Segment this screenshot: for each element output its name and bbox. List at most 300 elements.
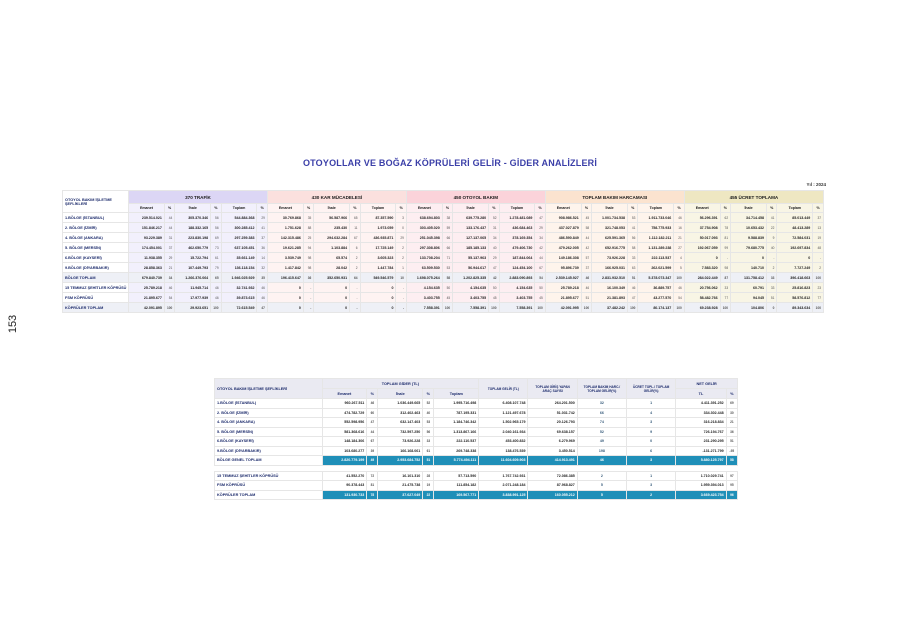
column-header: Emanet bbox=[267, 204, 303, 213]
table-cell: 2 bbox=[577, 471, 626, 481]
table-cell: 46 bbox=[674, 283, 684, 293]
table-cell: 6 bbox=[350, 243, 360, 253]
table-cell: - bbox=[350, 293, 360, 303]
gider-group-header: TOPLAM GİDER (TL) bbox=[322, 379, 479, 389]
column-header: % bbox=[257, 204, 267, 213]
table-cell: 166.925.031 bbox=[592, 263, 628, 273]
column-header: Toplam bbox=[499, 204, 535, 213]
table-cell: 1.131.289.238 bbox=[638, 243, 674, 253]
table-cell: 111.854.182 bbox=[434, 481, 479, 491]
table-cell: 62 bbox=[720, 213, 730, 223]
column-header: Emanet bbox=[684, 204, 720, 213]
table-cell: 166.168.061 bbox=[378, 446, 423, 456]
table-cell: 58 bbox=[628, 243, 638, 253]
table-cell: 52 bbox=[423, 399, 434, 409]
table-cell: 19 bbox=[423, 481, 434, 491]
table-cell: 37 bbox=[581, 263, 591, 273]
column-header: Emanet bbox=[406, 204, 442, 213]
table-cell: 1.313.867.166 bbox=[434, 427, 479, 437]
column-header: İhale bbox=[314, 204, 350, 213]
table-cell: 41 bbox=[766, 213, 776, 223]
table-cell: 192.697.834 bbox=[777, 243, 813, 253]
column-header: İhale bbox=[731, 204, 767, 213]
table-cell: 29 bbox=[257, 213, 267, 223]
table-cell: 222.110.537 bbox=[434, 437, 479, 447]
table-cell: 107.449.793 bbox=[175, 263, 211, 273]
table-row bbox=[63, 213, 824, 223]
table-cell: 174.454.001 bbox=[129, 243, 165, 253]
table-cell: 2 bbox=[350, 263, 360, 273]
table-cell: 25.816.823 bbox=[777, 283, 813, 293]
column-header: İhale bbox=[378, 389, 423, 399]
table-cell: 97 bbox=[726, 471, 737, 481]
column-header: % bbox=[350, 204, 360, 213]
table-cell: 54 bbox=[164, 293, 174, 303]
table-cell: 1.767.742.931 bbox=[479, 471, 528, 481]
table-cell: 37 bbox=[164, 243, 174, 253]
table-cell: 46 bbox=[257, 293, 267, 303]
table-cell: 47 bbox=[257, 303, 267, 313]
table-cell: 40 bbox=[766, 243, 776, 253]
row-label: 9.BÖLGE (DİYARBAKIR) bbox=[215, 446, 323, 456]
row-label: 5. BÖLGE (MERSİN) bbox=[215, 427, 323, 437]
table-cell: 103.680.277 bbox=[322, 446, 367, 456]
table-row bbox=[63, 253, 824, 263]
row-label: FSM KÖPRÜSÜ bbox=[215, 481, 323, 491]
table-cell: 0 bbox=[360, 303, 396, 313]
row-label: 4. BÖLGE (ANKARA) bbox=[215, 418, 323, 428]
table-cell: 46 bbox=[367, 399, 378, 409]
table-cell: 58 bbox=[581, 223, 591, 233]
table-cell: - bbox=[303, 283, 313, 293]
table-cell: 0 bbox=[267, 303, 303, 313]
table-cell: 29 bbox=[535, 223, 545, 233]
table-cell: 95 bbox=[726, 481, 737, 491]
table-cell: 133.176.437 bbox=[453, 223, 489, 233]
table-cell: 69 bbox=[211, 233, 221, 243]
table-cell: 3.838.991.125 bbox=[479, 490, 528, 500]
table-cell: 46 bbox=[211, 283, 221, 293]
table-cell: 1.995.716.498 bbox=[434, 399, 479, 409]
table-cell: 321.748.053 bbox=[592, 223, 628, 233]
table-cell: 40 bbox=[489, 243, 499, 253]
table-cell: 46 bbox=[674, 213, 684, 223]
table-cell: 94 bbox=[303, 243, 313, 253]
table-cell: 5 bbox=[577, 490, 626, 500]
table-cell: 960.267.511 bbox=[322, 399, 367, 409]
table-cell: 198 bbox=[577, 446, 626, 456]
column-header: İhale bbox=[175, 204, 211, 213]
table-cell: 69.638.157 bbox=[528, 427, 577, 437]
table-cell: 16.100.349 bbox=[592, 283, 628, 293]
column-header: % bbox=[535, 204, 545, 213]
table-cell: 73.926.228 bbox=[378, 437, 423, 447]
table-cell: 98 bbox=[720, 263, 730, 273]
table-cell: 3.669.423.754 bbox=[676, 490, 726, 500]
table-row bbox=[215, 446, 738, 456]
table-cell: 22 bbox=[423, 490, 434, 500]
table-cell: 1.973.059 bbox=[360, 223, 396, 233]
table-cell: 45 bbox=[581, 213, 591, 223]
table-cell: 46 bbox=[577, 456, 626, 466]
table-row bbox=[63, 263, 824, 273]
table-cell: 251.045.398 bbox=[406, 233, 442, 243]
table-cell: 37.482.242 bbox=[592, 303, 628, 313]
column-header: TOPLAM GİRİŞ YAPAN ARAÇ SAYISI bbox=[528, 379, 577, 399]
column-header: % bbox=[581, 204, 591, 213]
column-header: % bbox=[423, 389, 434, 399]
table-cell: 87.968.827 bbox=[528, 481, 577, 491]
table-cell: 7.558.391 bbox=[406, 303, 442, 313]
table-cell: 87 bbox=[720, 273, 730, 283]
table-cell: 95.896.739 bbox=[545, 263, 581, 273]
table-cell: 63.509.530 bbox=[406, 263, 442, 273]
table-cell: 39.873.615 bbox=[221, 293, 257, 303]
net-group-header: NET GELİR bbox=[676, 379, 738, 389]
table-cell: 61 bbox=[211, 253, 221, 263]
table-cell: 1.946.025.929 bbox=[221, 273, 257, 283]
table-cell: 297.259.383 bbox=[221, 233, 257, 243]
table-cell: 51 bbox=[766, 293, 776, 303]
table-cell: 13 bbox=[813, 223, 824, 233]
column-header: Toplam bbox=[638, 204, 674, 213]
table-cell: 87.357.590 bbox=[360, 213, 396, 223]
table-cell: 50 bbox=[442, 283, 452, 293]
table-cell: 2 bbox=[396, 253, 406, 263]
table-cell: 100 bbox=[489, 303, 499, 313]
column-header: % bbox=[674, 204, 684, 213]
table-cell: 48 bbox=[813, 243, 824, 253]
table-row bbox=[215, 456, 738, 466]
table-cell: 33 bbox=[628, 253, 638, 263]
table-cell: 34 bbox=[489, 233, 499, 243]
table-cell: 436.935.871 bbox=[360, 233, 396, 243]
row-label: 1.BÖLGE (İSTANBUL) bbox=[215, 399, 323, 409]
table-cell: 37.627.049 bbox=[378, 490, 423, 500]
table-cell: 284.022.449 bbox=[684, 273, 720, 283]
table-cell: 1.112.182.211 bbox=[638, 233, 674, 243]
table-cell: 0 bbox=[360, 283, 396, 293]
table-cell: 21 bbox=[164, 263, 174, 273]
table-cell: 35 bbox=[257, 273, 267, 283]
table-cell: 2 bbox=[350, 253, 360, 263]
table-cell: 35.661.149 bbox=[221, 253, 257, 263]
table-cell: 32 bbox=[257, 263, 267, 273]
table-cell: 100 bbox=[813, 303, 824, 313]
table-cell: 34.714.458 bbox=[731, 213, 767, 223]
table-cell: 41 bbox=[257, 223, 267, 233]
table-cell: 632.147.403 bbox=[378, 418, 423, 428]
table-cell: 25 bbox=[303, 233, 313, 243]
table-cell: 7.727.249 bbox=[777, 263, 813, 273]
table-cell: 56 bbox=[628, 233, 638, 243]
table-cell: 21 bbox=[726, 418, 737, 428]
table-cell: 3.403.755 bbox=[406, 293, 442, 303]
table-cell: 46 bbox=[581, 283, 591, 293]
row-label: 5. BÖLGE (MERSİN) bbox=[63, 243, 129, 253]
table-cell: 63 bbox=[628, 263, 638, 273]
table-cell: 1.001.734.538 bbox=[592, 213, 628, 223]
table-cell: 44 bbox=[535, 253, 545, 263]
table-cell: 36.889.757 bbox=[638, 283, 674, 293]
table-cell: 64 bbox=[350, 273, 360, 283]
table-cell: 3 bbox=[627, 481, 676, 491]
table-cell: 160.055.212 bbox=[528, 490, 577, 500]
table-cell: 90.378.443 bbox=[322, 481, 367, 491]
group-header: 455 ÜCRET TOPLAMA bbox=[684, 191, 823, 204]
table-cell: 378.169.354 bbox=[499, 233, 535, 243]
table-cell: 52 bbox=[577, 427, 626, 437]
table-cell: 10 bbox=[396, 273, 406, 283]
table-cell: 264.201.500 bbox=[528, 399, 577, 409]
table-cell: 0 bbox=[314, 293, 350, 303]
column-header: % bbox=[726, 389, 737, 399]
table-row bbox=[215, 408, 738, 418]
table-cell: 297.308.806 bbox=[406, 243, 442, 253]
table-cell: 192.067.059 bbox=[684, 243, 720, 253]
table-cell: 98 bbox=[303, 263, 313, 273]
table-cell: 1.278.481.089 bbox=[499, 213, 535, 223]
table-cell: 437.027.879 bbox=[545, 223, 581, 233]
table-cell: 45 bbox=[535, 293, 545, 303]
row-label: 6.BÖLGE (KAYSERİ) bbox=[215, 437, 323, 447]
column-header: Toplam bbox=[221, 204, 257, 213]
table-cell: 61 bbox=[423, 446, 434, 456]
table-cell: 1 bbox=[396, 263, 406, 273]
table-cell: 231.290.295 bbox=[676, 437, 726, 447]
table-cell: 334.302.448 bbox=[676, 408, 726, 418]
table-row bbox=[215, 481, 738, 491]
table-cell: 235.430 bbox=[314, 223, 350, 233]
table-cell: - bbox=[303, 303, 313, 313]
table-cell: 89.343.634 bbox=[777, 303, 813, 313]
table-cell: 312.402.463 bbox=[378, 408, 423, 418]
table-cell: 67 bbox=[350, 233, 360, 243]
table-cell: 71 bbox=[442, 253, 452, 263]
table-cell: 49 bbox=[577, 437, 626, 447]
table-cell: 55.137.963 bbox=[453, 253, 489, 263]
table-cell: 1.103.884 bbox=[314, 243, 350, 253]
table-cell: 21.895.677 bbox=[129, 293, 165, 303]
table-cell: 58.576.812 bbox=[777, 293, 813, 303]
table-cell: - bbox=[350, 283, 360, 293]
row-header: OTOYOL BAKIM İŞLETME ŞEFLİKLERİ bbox=[63, 191, 129, 213]
table-cell: 269.748.338 bbox=[434, 446, 479, 456]
table-cell: 185.185.133 bbox=[453, 243, 489, 253]
table-cell: 53 bbox=[423, 418, 434, 428]
table-cell: 29 bbox=[164, 253, 174, 263]
table-cell: 3 bbox=[627, 456, 676, 466]
column-header: % bbox=[813, 204, 824, 213]
column-header: % bbox=[303, 204, 313, 213]
table-cell: 40 bbox=[423, 408, 434, 418]
table-cell: 16 bbox=[674, 223, 684, 233]
table-cell: 28.042 bbox=[314, 263, 350, 273]
table-cell: 0 bbox=[627, 437, 676, 447]
expense-analysis-table bbox=[62, 190, 824, 313]
table-cell: 66 bbox=[442, 243, 452, 253]
table-cell: 1.417.842 bbox=[267, 263, 303, 273]
table-cell: 42.091.895 bbox=[129, 303, 165, 313]
table-cell: 48.413.289 bbox=[777, 223, 813, 233]
table-cell: 81 bbox=[720, 233, 730, 243]
column-header: TL bbox=[676, 389, 726, 399]
column-header: TOPLAM BAKIM HARC./ TOPLAM GELİR(%) bbox=[577, 379, 626, 399]
column-header: % bbox=[367, 389, 378, 399]
table-cell: 169.567.771 bbox=[434, 490, 479, 500]
table-cell: 42 bbox=[581, 243, 591, 253]
table-row bbox=[215, 427, 738, 437]
table-cell: 56.296.391 bbox=[684, 213, 720, 223]
table-cell: 54 bbox=[535, 273, 545, 283]
table-cell: - bbox=[350, 303, 360, 313]
table-cell: 100 bbox=[674, 273, 684, 283]
table-cell: 66 bbox=[577, 408, 626, 418]
table-cell: 549.546.579 bbox=[360, 273, 396, 283]
table-cell: 21.475.738 bbox=[378, 481, 423, 491]
table-cell: 96 bbox=[726, 490, 737, 500]
column-header: Emanet bbox=[322, 389, 367, 399]
table-cell: 47 bbox=[535, 213, 545, 223]
table-cell: 73.926.228 bbox=[592, 253, 628, 263]
table-cell: 65.574 bbox=[314, 253, 350, 263]
table-cell: 6 bbox=[627, 446, 676, 456]
table-cell: 11 bbox=[350, 223, 360, 233]
table-row bbox=[215, 399, 738, 409]
table-cell: 758.775.933 bbox=[638, 223, 674, 233]
table-row bbox=[63, 283, 824, 293]
table-cell: 4 bbox=[627, 408, 676, 418]
table-cell: 29 bbox=[489, 253, 499, 263]
table-cell: 142.315.486 bbox=[267, 233, 303, 243]
table-cell: 679.840.739 bbox=[129, 273, 165, 283]
table-cell: 5 bbox=[577, 481, 626, 491]
table-cell: 124.454.100 bbox=[499, 263, 535, 273]
row-label: 15 TEMMUZ ŞEHİTLER KÖPRÜSÜ bbox=[215, 471, 323, 481]
row-label: 2. BÖLGE (İZMİR) bbox=[215, 408, 323, 418]
table-cell: 100 bbox=[813, 273, 824, 283]
table-cell: 17.725.149 bbox=[360, 243, 396, 253]
table-cell: 11.945.714 bbox=[175, 283, 211, 293]
table-cell: 136.118.154 bbox=[221, 263, 257, 273]
column-header: % bbox=[164, 204, 174, 213]
table-cell: 9 bbox=[627, 427, 676, 437]
table-cell: 72.584.031 bbox=[777, 233, 813, 243]
table-cell: 72 bbox=[367, 471, 378, 481]
table-cell: 46 bbox=[628, 283, 638, 293]
table-cell: 0 bbox=[684, 253, 720, 263]
column-header: İhale bbox=[453, 204, 489, 213]
table-cell: 262.021.599 bbox=[638, 263, 674, 273]
table-row bbox=[63, 233, 824, 243]
table-cell: 0 bbox=[267, 283, 303, 293]
table-cell: 67 bbox=[367, 437, 378, 447]
table-row bbox=[63, 273, 824, 283]
table-cell: 46 bbox=[257, 283, 267, 293]
table-row bbox=[63, 223, 824, 233]
table-cell: 32.741.932 bbox=[221, 283, 257, 293]
table-row bbox=[215, 490, 738, 500]
table-cell: 33 bbox=[720, 283, 730, 293]
table-cell: 2.040.161.934 bbox=[479, 427, 528, 437]
table-cell: 50 bbox=[535, 283, 545, 293]
table-cell: 93.229.389 bbox=[129, 233, 165, 243]
table-cell: 60.791 bbox=[731, 283, 767, 293]
table-cell: 6.279.969 bbox=[528, 437, 577, 447]
table-cell: 188.332.165 bbox=[175, 223, 211, 233]
group-header: TOPLAM BAKIM HARCAMASI bbox=[545, 191, 684, 204]
table-cell: 31 bbox=[489, 223, 499, 233]
table-cell: 47 bbox=[489, 263, 499, 273]
table-cell: 305.370.346 bbox=[175, 213, 211, 223]
table-cell: 0 bbox=[314, 283, 350, 293]
column-header: Toplam bbox=[360, 204, 396, 213]
table-cell: 94.045 bbox=[731, 293, 767, 303]
table-cell: 1.121.497.678 bbox=[479, 408, 528, 418]
table-cell: 100 bbox=[164, 303, 174, 313]
table-cell: 462.650.779 bbox=[175, 243, 211, 253]
table-cell: 31 bbox=[164, 233, 174, 243]
table-cell: 20.756.062 bbox=[684, 283, 720, 293]
table-cell: 0 bbox=[396, 223, 406, 233]
table-cell: 79 bbox=[211, 263, 221, 273]
table-cell: 57 bbox=[581, 253, 591, 263]
table-cell: 39 bbox=[367, 446, 378, 456]
table-cell: 52 bbox=[489, 213, 499, 223]
table-cell: 72.615.549 bbox=[221, 303, 257, 313]
table-cell: 131.930.733 bbox=[322, 490, 367, 500]
table-cell: 21.895.677 bbox=[545, 293, 581, 303]
table-cell: 16.101.310 bbox=[378, 471, 423, 481]
table-cell: 32 bbox=[577, 399, 626, 409]
row-label: BÖLGE TOPLAM bbox=[63, 273, 129, 283]
table-cell: 0 bbox=[314, 303, 350, 313]
table-cell: 29 bbox=[396, 233, 406, 243]
table-cell: 44 bbox=[164, 223, 174, 233]
table-cell: 1 bbox=[627, 471, 676, 481]
table-cell: 7.583.320 bbox=[684, 263, 720, 273]
table-cell: 3 bbox=[396, 213, 406, 223]
table-cell: 2 bbox=[813, 263, 824, 273]
table-cell: 0 bbox=[731, 253, 767, 263]
table-cell: 11.938.355 bbox=[129, 253, 165, 263]
row-label: 1.BÖLGE (İSTANBUL) bbox=[63, 213, 129, 223]
table-cell: 58 bbox=[442, 273, 452, 283]
table-cell: 453.400.832 bbox=[479, 437, 528, 447]
table-cell: 20.126.793 bbox=[528, 418, 577, 428]
table-cell: 2 bbox=[766, 263, 776, 273]
table-cell: 732.597.250 bbox=[378, 427, 423, 437]
table-cell: 25.789.218 bbox=[129, 283, 165, 293]
table-cell: 223.830.198 bbox=[175, 233, 211, 243]
table-cell: 100 bbox=[211, 303, 221, 313]
table-cell: 58 bbox=[726, 456, 737, 466]
table-cell: 98 bbox=[303, 253, 313, 263]
table-cell: 15.722.794 bbox=[175, 253, 211, 263]
column-header: Emanet bbox=[545, 204, 581, 213]
table-cell: 53 bbox=[628, 213, 638, 223]
table-cell: 35 bbox=[303, 213, 313, 223]
table-cell: 65 bbox=[350, 213, 360, 223]
row-label: FSM KÖPRÜSÜ bbox=[63, 293, 129, 303]
table-cell: - bbox=[720, 253, 730, 263]
table-cell: 7.558.391 bbox=[499, 303, 535, 313]
table-cell: 140.710 bbox=[731, 263, 767, 273]
table-cell: 4.154.635 bbox=[499, 283, 535, 293]
table-cell: 56 bbox=[423, 427, 434, 437]
column-header: % bbox=[766, 204, 776, 213]
table-cell: 51 bbox=[726, 437, 737, 447]
